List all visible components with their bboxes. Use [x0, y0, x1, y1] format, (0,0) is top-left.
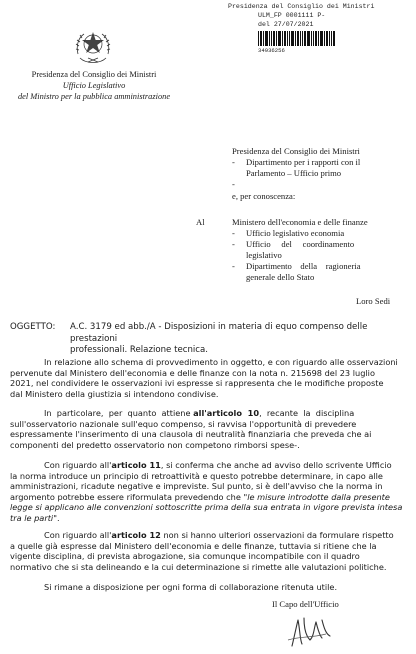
cc-recipient-item: - Ufficio del coordinamento	[232, 239, 355, 249]
signature-title: Il Capo dell'Ufficio	[272, 599, 339, 609]
sender-line-3: del Ministro per la pubblica amministrazione	[17, 92, 171, 101]
cc-recipient-item: generale dello Stato	[246, 272, 315, 282]
paragraph-4: Con riguardo all'articolo 12 non si hanno ulteriori osservazioni da formulare rispetto a quelle già espresse dal Ministero dell'economia e delle finanze, tuttavia si ritiene che la vigente disciplina, di prevista abrogazione, sia comunque incompatibile con il quadro normativo che si sta delineando e la cui determinazione si rimette alle valutazioni politiche.	[10, 530, 394, 572]
handwritten-signature	[286, 610, 336, 650]
stamp-date: del 27/07/2021	[258, 21, 314, 28]
protocol-stamp	[228, 2, 374, 29]
recipient-item-blank: -	[232, 179, 235, 189]
subject-text: A.C. 3179 ed abb./A - Disposizioni in materia di equo compenso delle prestazioni	[70, 322, 368, 344]
subject-text-2: professionali. Relazione tecnica.	[70, 345, 209, 355]
sender-line-2: Ufficio Legislativo	[62, 81, 126, 90]
cc-recipient-main: Ministero dell'economia e delle finanze	[232, 217, 368, 227]
cc-recipient-item: - Dipartimento della ragioneria	[232, 261, 361, 271]
recipient-main: Presidenza del Consiglio dei Ministri	[232, 146, 360, 156]
stamp-protocol-number: ULM_FP 0001111 P-	[258, 12, 326, 19]
subject	[10, 322, 410, 357]
recipient-item: Parlamento – Ufficio primo	[246, 168, 342, 178]
paragraph-3: Con riguardo all'articolo 11, si conferma che anche ad avviso dello scrivente Ufficio la norma introduce un principio di retroattività e questo potrebbe determinare, in capo alle amministrazioni, ricadute negative e impreviste. Sul punto, si è dell'avviso che la norma in argomento potrebbe essere riformulata prevedendo che "le misure introdotte dalla presente legge si applicano alle convenzioni sottoscritte prima della sua entrata in vigore prevista intesa tra le parti".	[10, 460, 403, 523]
barcode	[258, 31, 336, 46]
paragraph-1: In relazione allo schema di provvedimento in oggetto, e con riguardo alle osservazioni pervenute dal Ministero dell'economia e delle finanze con la nota n. 215698 del 23 luglio 2021, nel condividere le osservazioni ivi espresse si rappresenta che le modifiche proposte dal Ministero della giustizia si intendono condivise.	[10, 357, 398, 399]
cc-recipient-block	[232, 217, 404, 283]
cc-label: e, per conoscenza:	[232, 191, 296, 201]
stamp-office: Presidenza del Consiglio dei Ministri	[228, 3, 375, 10]
emblem-icon	[74, 28, 112, 68]
sender-line-1: Presidenza del Consiglio dei Ministri	[31, 70, 157, 79]
recipient-item: - Dipartimento per i rapporti con il	[232, 157, 361, 167]
subject-label: OGGETTO:	[10, 322, 56, 332]
cc-recipient-item: - Ufficio legislativo economia	[232, 228, 345, 238]
paragraph-2: In particolare, per quanto attiene all'articolo 10, recante la disciplina sull'osservatorio nazionale sull'equo compenso, si ravvisa l'opportunità di prevedere espressamente l'inserimento di una clausola di neutralità finanziaria che preveda che ai componenti del predetto osservatorio non competono rimborsi spese-.	[10, 408, 372, 450]
al-label: Al	[196, 217, 205, 227]
cc-recipient-item: legislativo	[246, 250, 282, 260]
loro-sedi: Loro Sedi	[356, 296, 391, 306]
recipient-block	[232, 146, 402, 190]
sender-block	[14, 69, 174, 102]
barcode-number: 34936256	[258, 47, 285, 54]
paragraph-5: Si rimane a disposizione per ogni forma di collaborazione ritenuta utile.	[44, 582, 338, 592]
